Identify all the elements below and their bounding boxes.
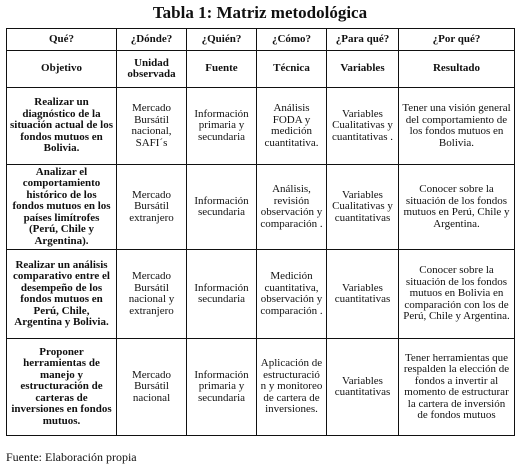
unidad-cell: Mercado Bursátil nacional xyxy=(117,339,187,436)
variables-cell: Variables cuantitativas xyxy=(327,250,399,339)
resultado-cell: Tener herramientas que respalden la elección de fondos a invertir al momento de estructurar la cartera de inversión de fondos mutuos xyxy=(399,339,515,436)
header-labels-row xyxy=(7,51,515,88)
resultado-cell: Conocer sobre la situación de los fondos mutuos en Bolivia en comparación con los de Perú, Chile y Argentina. xyxy=(399,250,515,339)
header-que: Qué? xyxy=(7,29,117,51)
header-objetivo: Objetivo xyxy=(7,51,117,88)
header-unidad-observada: Unidad observada xyxy=(117,51,187,88)
tecnica-cell: Medición cuantitativa, observación y comparación . xyxy=(257,250,327,339)
table-row xyxy=(7,88,515,165)
unidad-cell: Mercado Bursátil extranjero xyxy=(117,165,187,250)
header-por-que: ¿Por qué? xyxy=(399,29,515,51)
header-para-que: ¿Para qué? xyxy=(327,29,399,51)
objetivo-cell: Analizar el comportamiento histórico de los fondos mutuos en los países limítrofes (Perú, Chile y Argentina). xyxy=(7,165,117,250)
resultado-cell: Conocer sobre la situación de los fondos mutuos en Perú, Chile y Argentina. xyxy=(399,165,515,250)
variables-cell: Variables cuantitativas xyxy=(327,339,399,436)
tecnica-cell: Análisis FODA y medición cuantitativa. xyxy=(257,88,327,165)
variables-cell: Variables Cualitativas y cuantitativas xyxy=(327,165,399,250)
table-title: Tabla 1: Matriz metodológica xyxy=(152,3,368,22)
objetivo-cell: Proponer herramientas de manejo y estructuración de carteras de inversiones en fondos mutuos. xyxy=(7,339,117,436)
header-como: ¿Cómo? xyxy=(257,29,327,51)
tecnica-cell: Análisis, revisión observación y comparación . xyxy=(257,165,327,250)
source-note: Fuente: Elaboración propia xyxy=(6,450,137,464)
unidad-cell: Mercado Bursátil nacional, SAFI´s xyxy=(117,88,187,165)
header-quien: ¿Quién? xyxy=(187,29,257,51)
fuente-cell: Información secundaria xyxy=(187,165,257,250)
variables-cell: Variables Cualitativas y cuantitativas . xyxy=(327,88,399,165)
fuente-cell: Información primaria y secundaria xyxy=(187,88,257,165)
table-row xyxy=(7,339,515,436)
header-tecnica: Técnica xyxy=(257,51,327,88)
fuente-cell: Información primaria y secundaria xyxy=(187,339,257,436)
methodology-matrix xyxy=(6,28,515,436)
tecnica-cell: Aplicación de estructuració n y monitoreo de cartera de inversiones. xyxy=(257,339,327,436)
table-row xyxy=(7,250,515,339)
header-donde: ¿Dónde? xyxy=(117,29,187,51)
header-questions-row xyxy=(7,29,515,51)
table-row xyxy=(7,165,515,250)
objetivo-cell: Realizar un análisis comparativo entre el desempeño de los fondos mutuos en Perú, Chile, Argentina y Bolivia. xyxy=(7,250,117,339)
header-fuente: Fuente xyxy=(187,51,257,88)
header-resultado: Resultado xyxy=(399,51,515,88)
objetivo-cell: Realizar un diagnóstico de la situación actual de los fondos mutuos en Bolivia. xyxy=(7,88,117,165)
fuente-cell: Información secundaria xyxy=(187,250,257,339)
header-variables: Variables xyxy=(327,51,399,88)
unidad-cell: Mercado Bursátil nacional y extranjero xyxy=(117,250,187,339)
resultado-cell: Tener una visión general del comportamiento de los fondos mutuos en Bolivia. xyxy=(399,88,515,165)
